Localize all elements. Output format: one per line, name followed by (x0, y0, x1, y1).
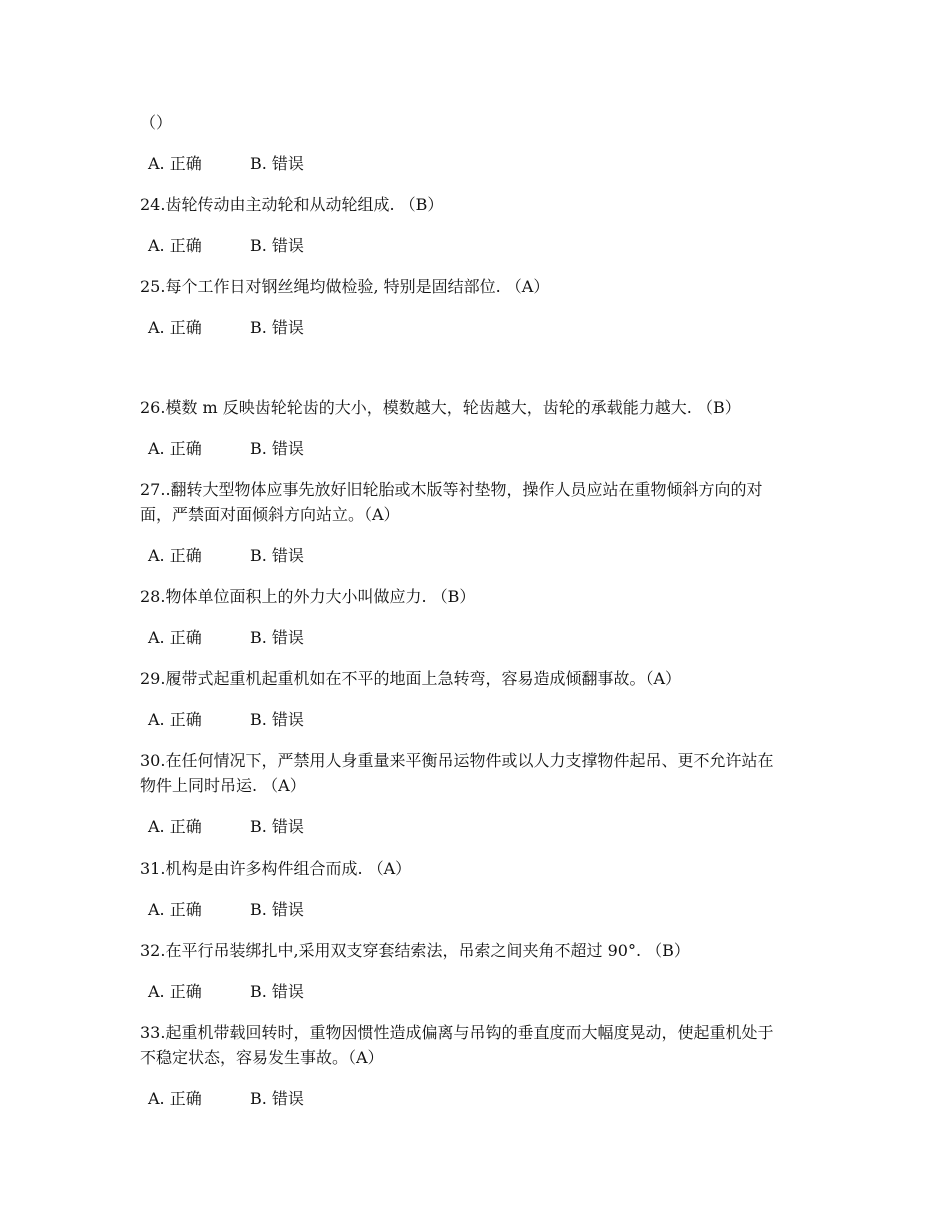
option-b: B. 错误 (250, 900, 304, 919)
question-32: 32.在平行吊装绑扎中,采用双支穿套结索法，吊索之间夹角不超过 90°. （B） (140, 941, 690, 960)
options-row (148, 900, 838, 920)
question-25: 25.每个工作日对钢丝绳均做检验, 特别是固结部位. （A） (140, 277, 550, 296)
question-24: 24.齿轮传动由主动轮和从动轮组成. （B） (140, 195, 444, 214)
option-a: A. 正确 (148, 817, 202, 836)
options-row (148, 439, 838, 459)
question-33-line-2: 不稳定状态，容易发生事故。（A） (140, 1048, 384, 1067)
question-31: 31.机构是由许多构件组合而成. （A） (140, 859, 412, 878)
options-row (148, 546, 838, 566)
options-row (148, 982, 838, 1002)
option-b: B. 错误 (250, 628, 304, 647)
question-33-line-1: 33.起重机带载回转时，重物因惯性造成偏离与吊钩的垂直度而大幅度晃动，使起重机处于 (140, 1023, 774, 1042)
question-27-line-1: 27..翻转大型物体应事先放好旧轮胎或木版等衬垫物，操作人员应站在重物倾斜方向的对 (140, 480, 763, 499)
option-a: A. 正确 (148, 439, 202, 458)
options-row (148, 710, 838, 730)
option-b: B. 错误 (250, 982, 304, 1001)
options-row (148, 817, 838, 837)
question-28: 28.物体单位面积上的外力大小叫做应力. （B） (140, 587, 476, 606)
option-a: A. 正确 (148, 546, 202, 565)
option-b: B. 错误 (250, 439, 304, 458)
option-b: B. 错误 (250, 1089, 304, 1108)
options-row (148, 236, 838, 256)
answer-blank: （） (140, 113, 173, 132)
question-26: 26.模数 m 反映齿轮轮齿的大小，模数越大，轮齿越大，齿轮的承载能力越大. （B） (140, 398, 741, 417)
question-30-line-2: 物件上同时吊运. （A） (140, 776, 306, 795)
option-a: A. 正确 (148, 710, 202, 729)
option-b: B. 错误 (250, 318, 304, 337)
option-b: B. 错误 (250, 546, 304, 565)
option-a: A. 正确 (148, 154, 202, 173)
option-b: B. 错误 (250, 817, 304, 836)
option-b: B. 错误 (250, 236, 304, 255)
question-27-line-2: 面，严禁面对面倾斜方向站立。（A） (140, 505, 400, 524)
question-30-line-1: 30.在任何情况下，严禁用人身重量来平衡吊运物件或以人力支撑物件起吊、更不允许站在 (140, 751, 774, 770)
option-a: A. 正确 (148, 982, 202, 1001)
option-a: A. 正确 (148, 318, 202, 337)
options-row (148, 1089, 838, 1109)
option-b: B. 错误 (250, 154, 304, 173)
option-a: A. 正确 (148, 900, 202, 919)
options-row (148, 318, 838, 338)
option-a: A. 正确 (148, 1089, 202, 1108)
question-29: 29.履带式起重机起重机如在不平的地面上急转弯，容易造成倾翻事故。（A） (140, 669, 682, 688)
options-row (148, 154, 838, 174)
option-b: B. 错误 (250, 710, 304, 729)
option-a: A. 正确 (148, 236, 202, 255)
options-row (148, 628, 838, 648)
option-a: A. 正确 (148, 628, 202, 647)
